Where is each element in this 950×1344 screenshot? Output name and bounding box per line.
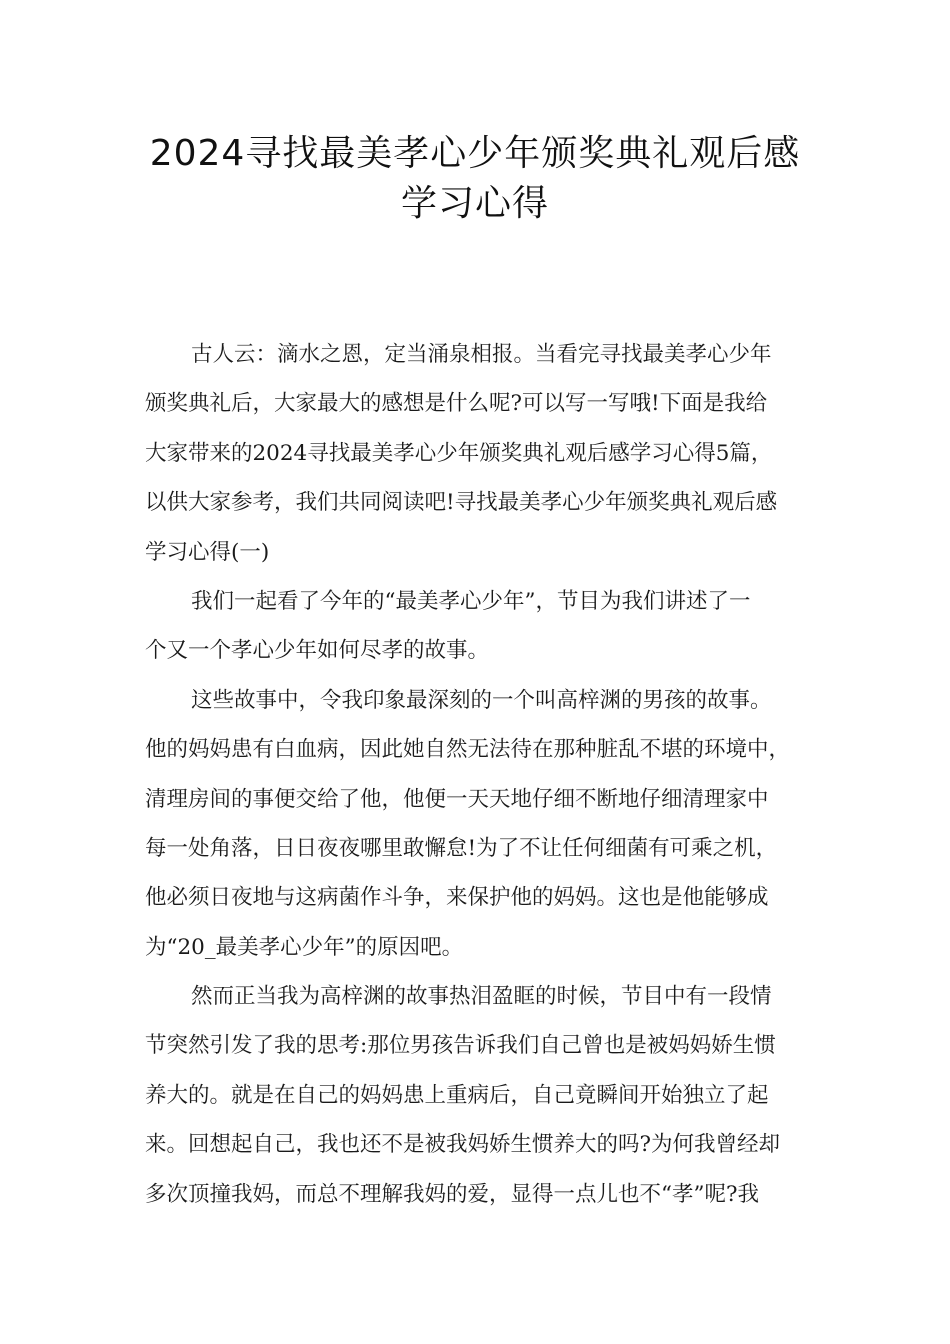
body-text-line: 他必须日夜地与这病菌作斗争，来保护他的妈妈。这也是他能够成 (145, 885, 769, 911)
body-text-line: 颁奖典礼后，大家最大的感想是什么呢?可以写一写哦!下面是我给 (145, 391, 768, 417)
body-text-line: 大家带来的2024寻找最美孝心少年颁奖典礼观后感学习心得5篇， (145, 440, 773, 466)
body-text-line: 个又一个孝心少年如何尽孝的故事。 (145, 638, 490, 664)
document-body (145, 330, 835, 1219)
body-text-line: 以供大家参考，我们共同阅读吧!寻找最美孝心少年颁奖典礼观后感 (145, 490, 778, 516)
body-text-line: 为“20_最美孝心少年”的原因吧。 (145, 934, 464, 960)
body-text-line: 学习心得(一) (145, 539, 270, 565)
document-title-line-2: 学习心得 (400, 183, 549, 224)
body-text-line: 节突然引发了我的思考:那位男孩告诉我们自己曾也是被妈妈娇生惯 (145, 1033, 776, 1059)
body-text-line: 这些故事中，令我印象最深刻的一个叫高梓渊的男孩的故事。 (191, 687, 772, 713)
body-text-line: 我们一起看了今年的“最美孝心少年”，节目为我们讲述了一 (191, 588, 751, 614)
document-title-line-1: 2024寻找最美孝心少年颁奖典礼观后感 (149, 133, 801, 174)
body-text-line: 多次顶撞我妈，而总不理解我妈的爱，显得一点儿也不“孝”呢?我 (145, 1181, 760, 1207)
body-text-line: 来。回想起自己，我也还不是被我妈娇生惯养大的吗?为何我曾经却 (145, 1132, 781, 1158)
body-text-line: 古人云：滴水之恩，定当涌泉相报。当看完寻找最美孝心少年 (191, 342, 772, 367)
body-text-line: 他的妈妈患有白血病，因此她自然无法待在那种脏乱不堪的环境中， (145, 737, 791, 763)
body-text-line: 然而正当我为高梓渊的故事热泪盈眶的时候，节目中有一段情 (191, 984, 772, 1010)
body-text-line: 养大的。就是在自己的妈妈患上重病后，自己竟瞬间开始独立了起 (145, 1082, 769, 1108)
body-text-line: 清理房间的事便交给了他，他便一天天地仔细不断地仔细清理家中 (145, 786, 769, 812)
body-text-line: 每一处角落，日日夜夜哪里敢懈怠!为了不让任何细菌有可乘之机， (145, 835, 778, 861)
